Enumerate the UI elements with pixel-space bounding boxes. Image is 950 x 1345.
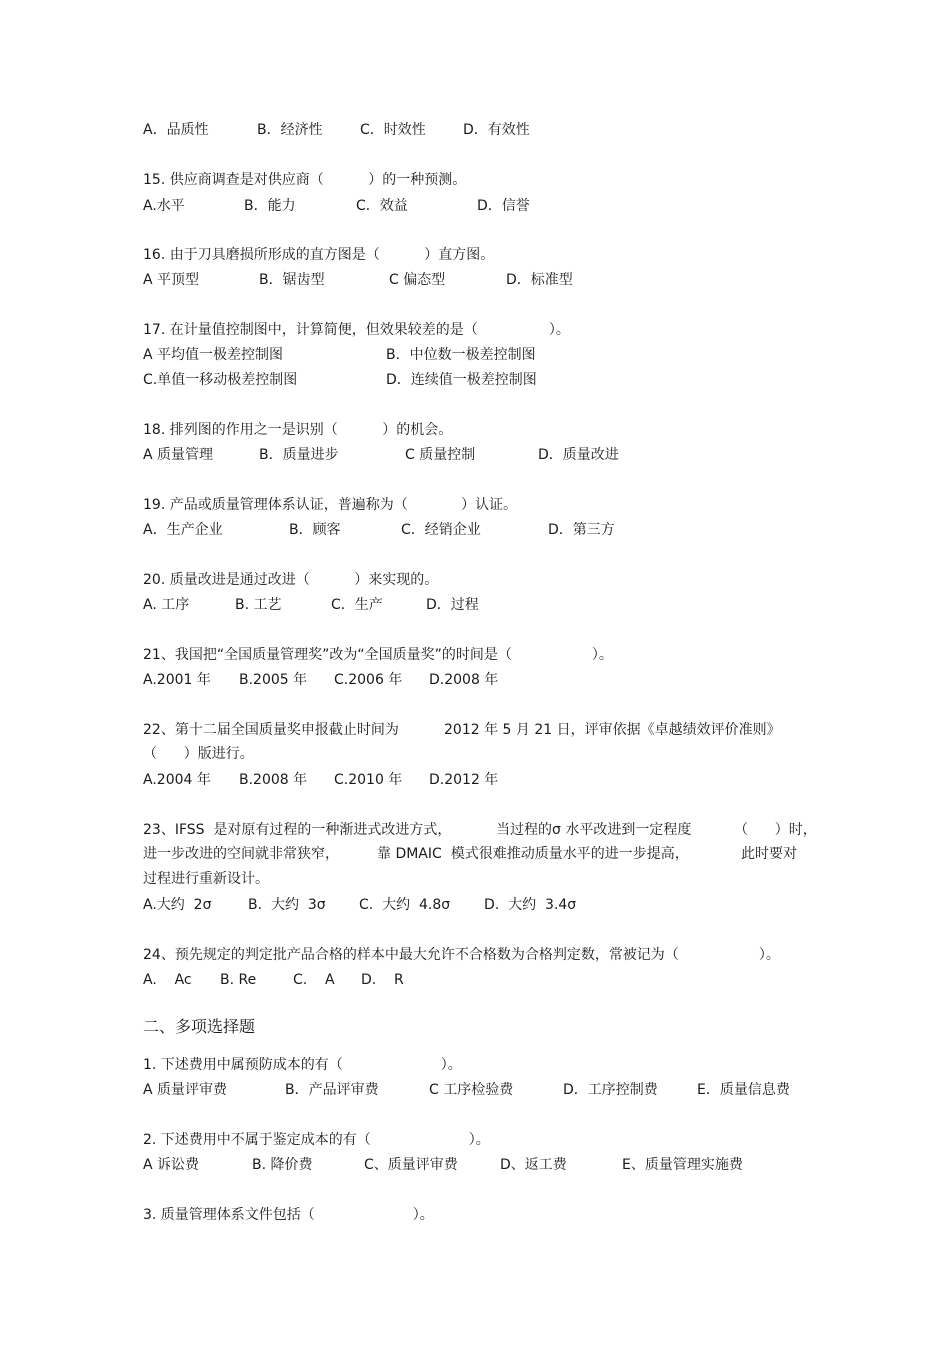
q14-option-b: B．经济性 — [257, 122, 323, 138]
option-d: D．工序控制费 — [563, 1082, 658, 1098]
question-stem: 2. 下述费用中不属于鉴定成本的有（ ）。 — [143, 1132, 490, 1148]
option-b: B．锯齿型 — [259, 272, 325, 288]
option-b: B.2008 年 — [239, 772, 308, 788]
option-d: D．第三方 — [548, 522, 615, 538]
option-a: A 平均值一极差控制图 — [143, 347, 284, 363]
q14-option-a: A．品质性 — [143, 122, 209, 138]
question-stem-line2-part2: 靠 DMAIC 模式很难推动质量水平的进一步提高， — [377, 846, 689, 862]
section-heading: 二、多项选择题 — [143, 1017, 256, 1036]
option-d: D.2008 年 — [429, 672, 499, 688]
option-c: C. 大约 4.8σ — [359, 897, 451, 913]
option-b: B．能力 — [244, 198, 296, 214]
option-a: A 质量评审费 — [143, 1082, 228, 1098]
option-c: C.单值一移动极差控制图 — [143, 372, 298, 388]
option-d: D．质量改进 — [538, 447, 619, 463]
question-stem: 21、我国把“全国质量管理奖”改为“全国质量奖”的时间是（ ）。 — [143, 647, 613, 663]
question-stem-line2-part3: 此时要对 — [741, 846, 797, 862]
question-stem: 1. 下述费用中属预防成本的有（ ）。 — [143, 1057, 462, 1073]
option-b: B. 降价费 — [252, 1157, 313, 1173]
option-b: B．中位数一极差控制图 — [386, 347, 536, 363]
question-stem-part2: 2012 年 5 月 21 日，评审依据《卓越绩效评价准则》 — [444, 722, 781, 738]
option-a: A.2004 年 — [143, 772, 211, 788]
question-stem-line2: （ ）版进行。 — [143, 746, 254, 762]
option-c: C 质量控制 — [405, 447, 476, 463]
question-stem-line2-part1: 进一步改进的空间就非常狭窄， — [143, 846, 339, 862]
option-b: B. 大约 3σ — [248, 897, 326, 913]
option-a: A 平顶型 — [143, 272, 200, 288]
option-d: D．信誉 — [477, 198, 530, 214]
option-d: D．连续值一极差控制图 — [386, 372, 537, 388]
option-b: B. 工艺 — [235, 597, 282, 613]
q14-option-d: D．有效性 — [463, 122, 530, 138]
option-c: C 工序检验费 — [429, 1082, 514, 1098]
option-b: B.2005 年 — [239, 672, 308, 688]
question-stem-part1: 22、第十二届全国质量奖申报截止时间为 — [143, 722, 399, 738]
option-e: E．质量信息费 — [697, 1082, 790, 1098]
option-a: A.水平 — [143, 198, 185, 214]
option-d: D. 大约 3.4σ — [484, 897, 577, 913]
question-stem: 17. 在计量值控制图中，计算简便，但效果较差的是（ ）。 — [143, 322, 570, 338]
question-stem-part2: 当过程的σ 水平改进到一定程度 — [496, 822, 692, 838]
option-d: D．标准型 — [506, 272, 573, 288]
option-d: D、返工费 — [500, 1157, 567, 1173]
option-b: B．顾客 — [289, 522, 341, 538]
option-a: A.大约 2σ — [143, 897, 212, 913]
option-a: A 质量管理 — [143, 447, 214, 463]
option-e: E、质量管理实施费 — [622, 1157, 743, 1173]
option-c: C. A — [293, 972, 335, 988]
option-c: C.2006 年 — [334, 672, 403, 688]
question-stem: 16. 由于刀具磨损所形成的直方图是（ ）直方图。 — [143, 247, 495, 263]
option-a: A 诉讼费 — [143, 1157, 200, 1173]
option-a: A. Ac — [143, 972, 192, 988]
option-c: C 偏态型 — [389, 272, 446, 288]
question-stem: 15. 供应商调查是对供应商（ ）的一种预测。 — [143, 172, 467, 188]
question-stem: 20. 质量改进是通过改进（ ）来实现的。 — [143, 572, 439, 588]
option-a: A.2001 年 — [143, 672, 211, 688]
option-d: D．过程 — [426, 597, 479, 613]
option-b: B. Re — [220, 972, 257, 988]
q14-option-c: C．时效性 — [360, 122, 426, 138]
option-c: C．效益 — [356, 198, 408, 214]
question-stem: 18. 排列图的作用之一是识别（ ）的机会。 — [143, 422, 453, 438]
question-stem-part3: （ ）时， — [734, 822, 817, 838]
option-c: C．经销企业 — [401, 522, 481, 538]
question-stem-part1: 23、IFSS 是对原有过程的一种渐进式改进方式， — [143, 822, 452, 838]
question-stem-line3: 过程进行重新设计。 — [143, 871, 269, 887]
option-d: D. R — [361, 972, 404, 988]
option-b: B．质量进步 — [259, 447, 339, 463]
question-stem: 19. 产品或质量管理体系认证，普遍称为（ ）认证。 — [143, 497, 518, 513]
option-a: A. 工序 — [143, 597, 190, 613]
option-a: A．生产企业 — [143, 522, 223, 538]
option-c: C、质量评审费 — [364, 1157, 458, 1173]
option-b: B．产品评审费 — [285, 1082, 379, 1098]
option-c: C.2010 年 — [334, 772, 403, 788]
option-c: C．生产 — [331, 597, 383, 613]
question-stem: 24、预先规定的判定批产品合格的样本中最大允许不合格数为合格判定数，常被记为（ ）。 — [143, 947, 780, 963]
option-d: D.2012 年 — [429, 772, 499, 788]
question-stem: 3. 质量管理体系文件包括（ ）。 — [143, 1207, 434, 1223]
